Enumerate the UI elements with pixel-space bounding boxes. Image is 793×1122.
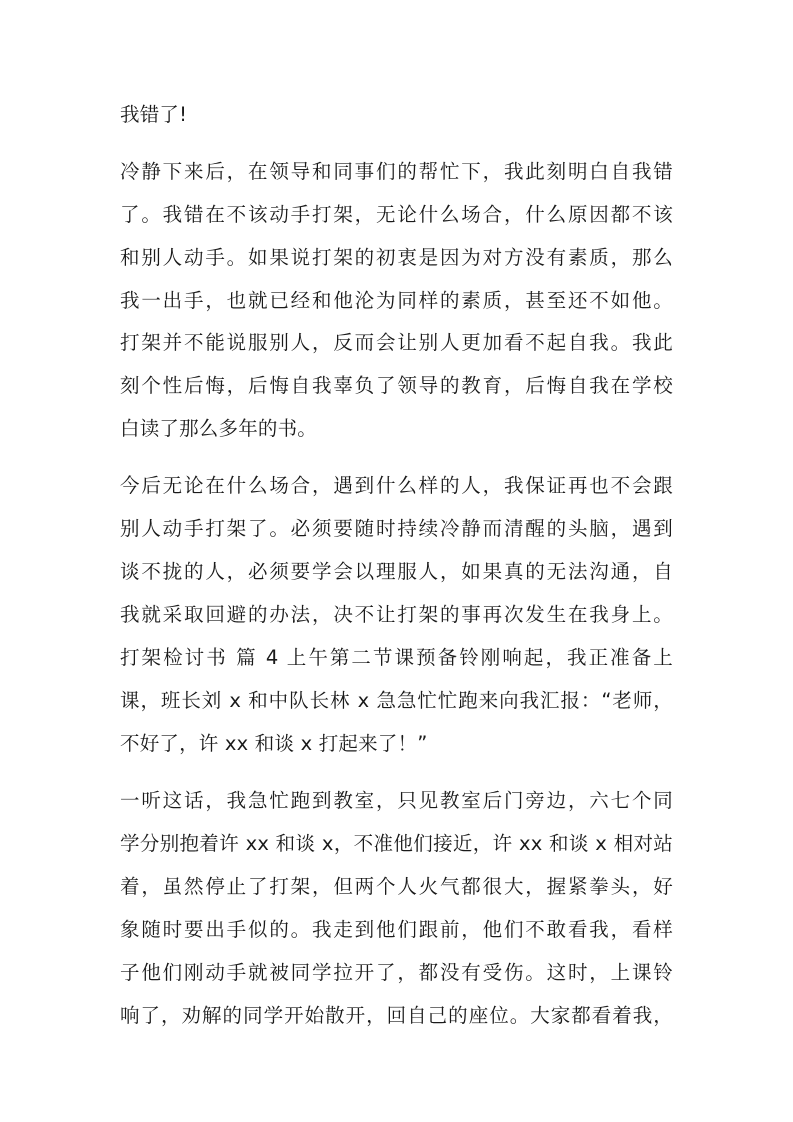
paragraph-line: 和别人动手。如果说打架的初衷是因为对方没有素质，那么 [120,246,673,269]
paragraph-line: 我错了! [120,103,188,126]
paragraph-line: 子他们刚动手就被同学拉开了，都没有受伤。这时，上课铃 [120,961,673,984]
paragraph-line: 一听这话，我急忙跑到教室，只见教室后门旁边，六七个同 [120,789,673,812]
paragraph-line: 了。我错在不该动手打架，无论什么场合，什么原因都不该 [120,203,673,226]
paragraph-line: 象随时要出手似的。我走到他们跟前，他们不敢看我，看样 [120,918,673,941]
paragraph-line: 打架检讨书 篇 4 上午第二节课预备铃刚响起，我正准备上 [120,646,673,669]
paragraph-line: 别人动手打架了。必须要随时持续冷静而清醒的头脑，遇到 [120,517,673,540]
paragraph-line: 我就采取回避的办法，决不让打架的事再次发生在我身上。 [120,603,673,626]
paragraph-line: 课，班长刘 x 和中队长林 x 急急忙忙跑来向我汇报：“老师， [120,689,673,712]
paragraph-line: 不好了，许 xx 和谈 x 打起来了！” [120,732,428,755]
paragraph-line: 学分别抱着许 xx 和谈 x，不准他们接近，许 xx 和谈 x 相对站 [120,832,673,855]
paragraph-line: 着，虽然停止了打架，但两个人火气都很大，握紧拳头，好 [120,875,673,898]
paragraph-line: 冷静下来后，在领导和同事们的帮忙下，我此刻明白自我错 [120,160,673,183]
paragraph-line: 今后无论在什么场合，遇到什么样的人，我保证再也不会跟 [120,474,673,497]
paragraph-line: 刻个性后悔，后悔自我辜负了领导的教育，后悔自我在学校 [120,374,673,397]
paragraph-line: 我一出手，也就已经和他沦为同样的素质，甚至还不如他。 [120,289,673,312]
paragraph-line: 谈不拢的人，必须要学会以理服人，如果真的无法沟通，自 [120,560,673,583]
paragraph-line: 打架并不能说服别人，反而会让别人更加看不起自我。我此 [120,331,673,354]
paragraph-line: 白读了那么多年的书。 [120,417,318,440]
paragraph-line: 响了，劝解的同学开始散开，回自己的座位。大家都看着我， [120,1004,673,1027]
